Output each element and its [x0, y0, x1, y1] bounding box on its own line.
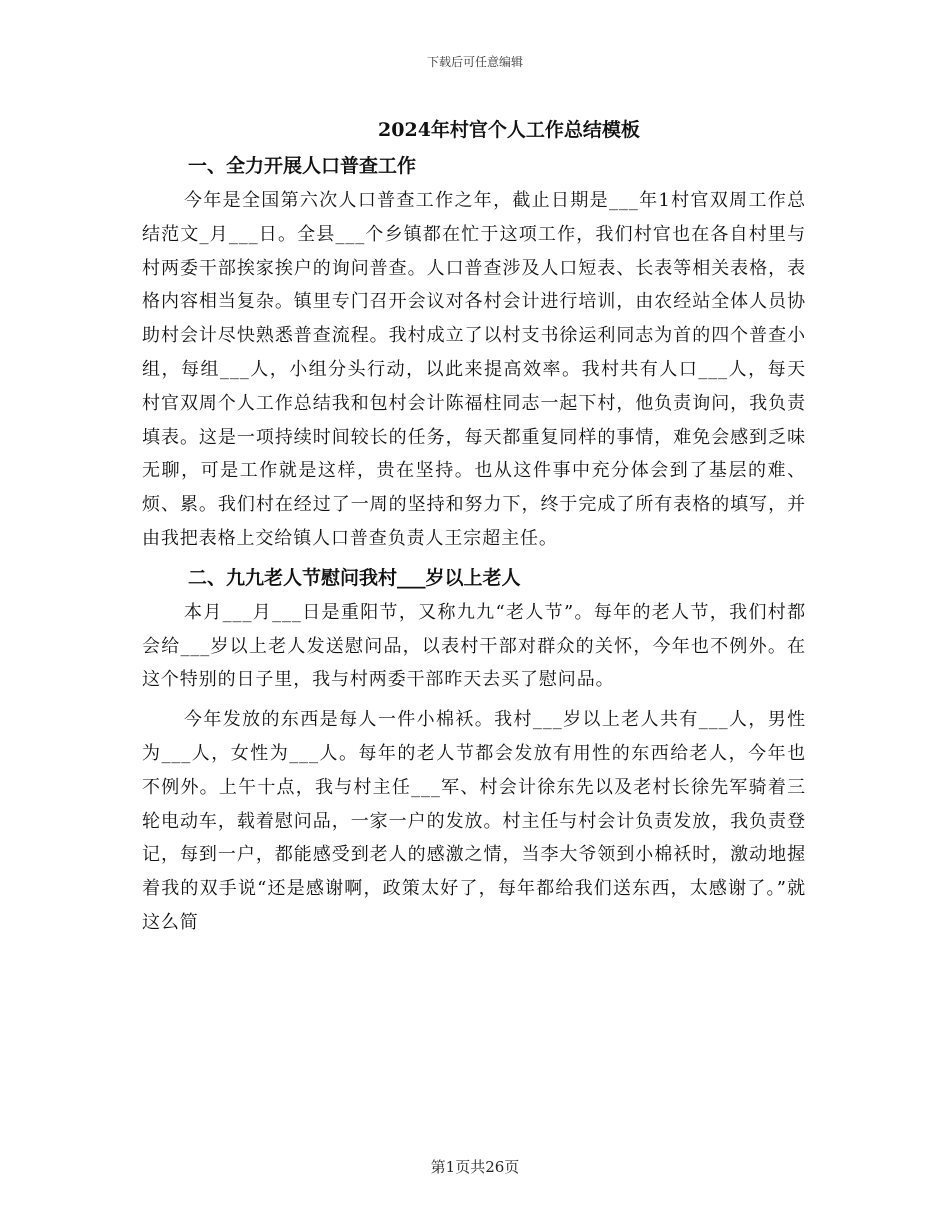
section-2-paragraph-2: 今年发放的东西是每人一件小棉袄。我村___岁以上老人共有___人，男性为___人，女性为___人。每年的老人节都会发放有用性的东西给老人，今年也不例外。上午十点，我与村主任___军、村会计徐东先以及老村长徐先军骑着三轮电动车，载着慰问品，一家一户的发放。村主任与村会计负责发放，我负责登记，每到一户，都能感受到老人的感激之情，当李大爷领到小棉袄时，激动地握着我的双手说“还是感谢啊，政策太好了，每年都给我们送东西，太感谢了。”就这么简 — [142, 709, 806, 933]
section-heading-2: 二、九九老人节慰问我村___岁以上老人 — [188, 566, 521, 589]
document-title: 2024年村官个人工作总结模板 — [378, 119, 640, 141]
document-body — [142, 112, 806, 940]
section-1-paragraph-1: 今年是全国第六次人口普查工作之年，截止日期是___年1村官双周工作总结范文_月___日。全县___个乡镇都在忙于这项工作，我们村官也在各自村里与村两委干部挨家挨户的询问普查。人口普查涉及人口短表、长表等相关表格，表格内容相当复杂。镇里专门召开会议对各村会计进行培训，由农经站全体人员协助村会计尽快熟悉普查流程。我村成立了以村支书徐运利同志为首的四个普查小组，每组___人，小组分头行动，以此来提高效率。我村共有人口___人，每天村官双周个人工作总结我和包村会计陈福柱同志一起下村，他负责询问，我负责填表。这是一项持续时间较长的任务，每天都重复同样的事情，难免会感到乏味无聊，可是工作就是这样，贵在坚持。也从这件事中充分体会到了基层的难、烦、累。我们村在经过了一周的坚持和努力下，终于完成了所有表格的填写，并由我把表格上交给镇人口普查负责人王宗超主任。 — [142, 190, 806, 549]
page-number-footer: 第1页共26页 — [430, 1158, 520, 1176]
section-heading-1: 一、全力开展人口普查工作 — [188, 155, 417, 177]
section-2-paragraph-1: 本月___月___日是重阳节，又称九九“老人节”。每年的老人节，我们村都会给___岁以上老人发送慰问品，以表村干部对群众的关怀，今年也不例外。在这个特别的日子里，我与村两委干部昨天去买了慰问品。 — [142, 601, 806, 691]
header-note: 下载后可任意编辑 — [426, 55, 523, 69]
